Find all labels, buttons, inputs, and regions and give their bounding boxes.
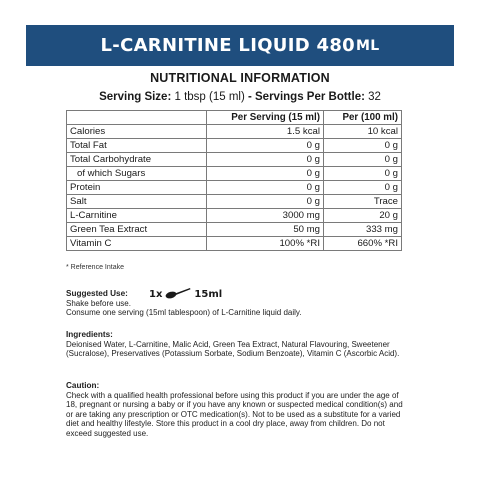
table-row bbox=[67, 223, 402, 237]
product-title-banner bbox=[26, 25, 454, 66]
table-header: Per Serving (15 ml) bbox=[207, 111, 324, 125]
ingredients-title: Ingredients: bbox=[66, 330, 113, 339]
per-100ml-value: 0 g bbox=[324, 181, 402, 195]
table-row bbox=[67, 181, 402, 195]
per-serving-value: 50 mg bbox=[207, 223, 324, 237]
serving-size-label: Serving Size: bbox=[99, 91, 172, 103]
per-serving-value: 0 g bbox=[207, 153, 324, 167]
per-100ml-value: Trace bbox=[324, 195, 402, 209]
per-100ml-value: 0 g bbox=[324, 153, 402, 167]
serving-size-value: 1 tbsp (15 ml) bbox=[171, 91, 248, 103]
nutrient-name: Total Carbohydrate bbox=[67, 153, 207, 167]
per-serving-value: 3000 mg bbox=[207, 209, 324, 223]
servings-per-bottle-value: 32 bbox=[364, 91, 381, 103]
per-serving-value: 0 g bbox=[207, 167, 324, 181]
per-serving-value: 0 g bbox=[207, 181, 324, 195]
ingredients-text: Deionised Water, L-Carnitine, Malic Acid, Green Tea Extract, Natural Flavouring, Sweetener (Sucralose), Preservatives (Potassium Sorbate, Sodium Benzoate), Vitamin C (Ascorbic Acid). bbox=[66, 339, 400, 359]
reference-intake-note: * Reference Intake bbox=[66, 264, 124, 271]
nutrient-name: Protein bbox=[67, 181, 207, 195]
suggested-use-line: Shake before use. bbox=[66, 298, 131, 308]
serving-separator: - bbox=[247, 91, 256, 103]
per-serving-value: 100% *RI bbox=[207, 237, 324, 251]
suggested-use-title: Suggested Use: bbox=[66, 289, 128, 298]
per-100ml-value: 0 g bbox=[324, 167, 402, 181]
per-100ml-value: 0 g bbox=[324, 139, 402, 153]
nutrition-table bbox=[66, 110, 402, 251]
table-header bbox=[67, 111, 207, 125]
table-row bbox=[67, 167, 402, 181]
per-100ml-value: 20 g bbox=[324, 209, 402, 223]
nutrient-name: Total Fat bbox=[67, 139, 207, 153]
per-100ml-value: 333 mg bbox=[324, 223, 402, 237]
product-title-unit: ML bbox=[356, 37, 380, 54]
dose-indicator bbox=[149, 287, 222, 302]
per-serving-value: 0 g bbox=[207, 195, 324, 209]
table-row bbox=[67, 237, 402, 251]
caution-title: Caution: bbox=[66, 381, 100, 390]
table-row bbox=[67, 139, 402, 153]
suggested-use-line: Consume one serving (15ml tablespoon) of L-Carnitine liquid daily. bbox=[66, 308, 302, 318]
per-100ml-value: 10 kcal bbox=[324, 125, 402, 139]
serving-info bbox=[0, 91, 480, 103]
nutrient-name: L-Carnitine bbox=[67, 209, 207, 223]
per-serving-value: 0 g bbox=[207, 139, 324, 153]
nutrition-heading: NUTRITIONAL INFORMATION bbox=[150, 71, 330, 85]
nutrient-name: Calories bbox=[67, 125, 207, 139]
nutrient-name: of which Sugars bbox=[67, 167, 207, 181]
per-100ml-value: 660% *RI bbox=[324, 237, 402, 251]
table-header: Per (100 ml) bbox=[324, 111, 402, 125]
per-serving-value: 1.5 kcal bbox=[207, 125, 324, 139]
nutrient-name: Green Tea Extract bbox=[67, 223, 207, 237]
table-row bbox=[67, 125, 402, 139]
caution-text: Check with a qualified health professional before using this product if you are under the age of 18, pregnant or nursing a baby or if you have any known or suspected medical condition(s) and or are taking any prescription or OTC medication(s). Not to be used as a substitute for a varied diet and healthy lifestyle. Store this product in a cool dry place, away from children. Do not exceed suggested use. bbox=[66, 390, 403, 438]
table-header-row bbox=[67, 111, 402, 125]
tablespoon-icon bbox=[162, 287, 194, 302]
product-title: L-CARNITINE LIQUID 480 bbox=[100, 35, 356, 56]
dose-amount: 15ml bbox=[194, 289, 223, 300]
nutrient-name: Salt bbox=[67, 195, 207, 209]
table-row bbox=[67, 195, 402, 209]
dose-count: 1x bbox=[149, 289, 163, 300]
caution-section bbox=[66, 381, 406, 439]
ingredients-section bbox=[66, 330, 406, 359]
nutrient-name: Vitamin C bbox=[67, 237, 207, 251]
table-row bbox=[67, 153, 402, 167]
servings-per-bottle-label: Servings Per Bottle: bbox=[255, 91, 365, 103]
suggested-use-section bbox=[66, 289, 406, 318]
table-row bbox=[67, 209, 402, 223]
